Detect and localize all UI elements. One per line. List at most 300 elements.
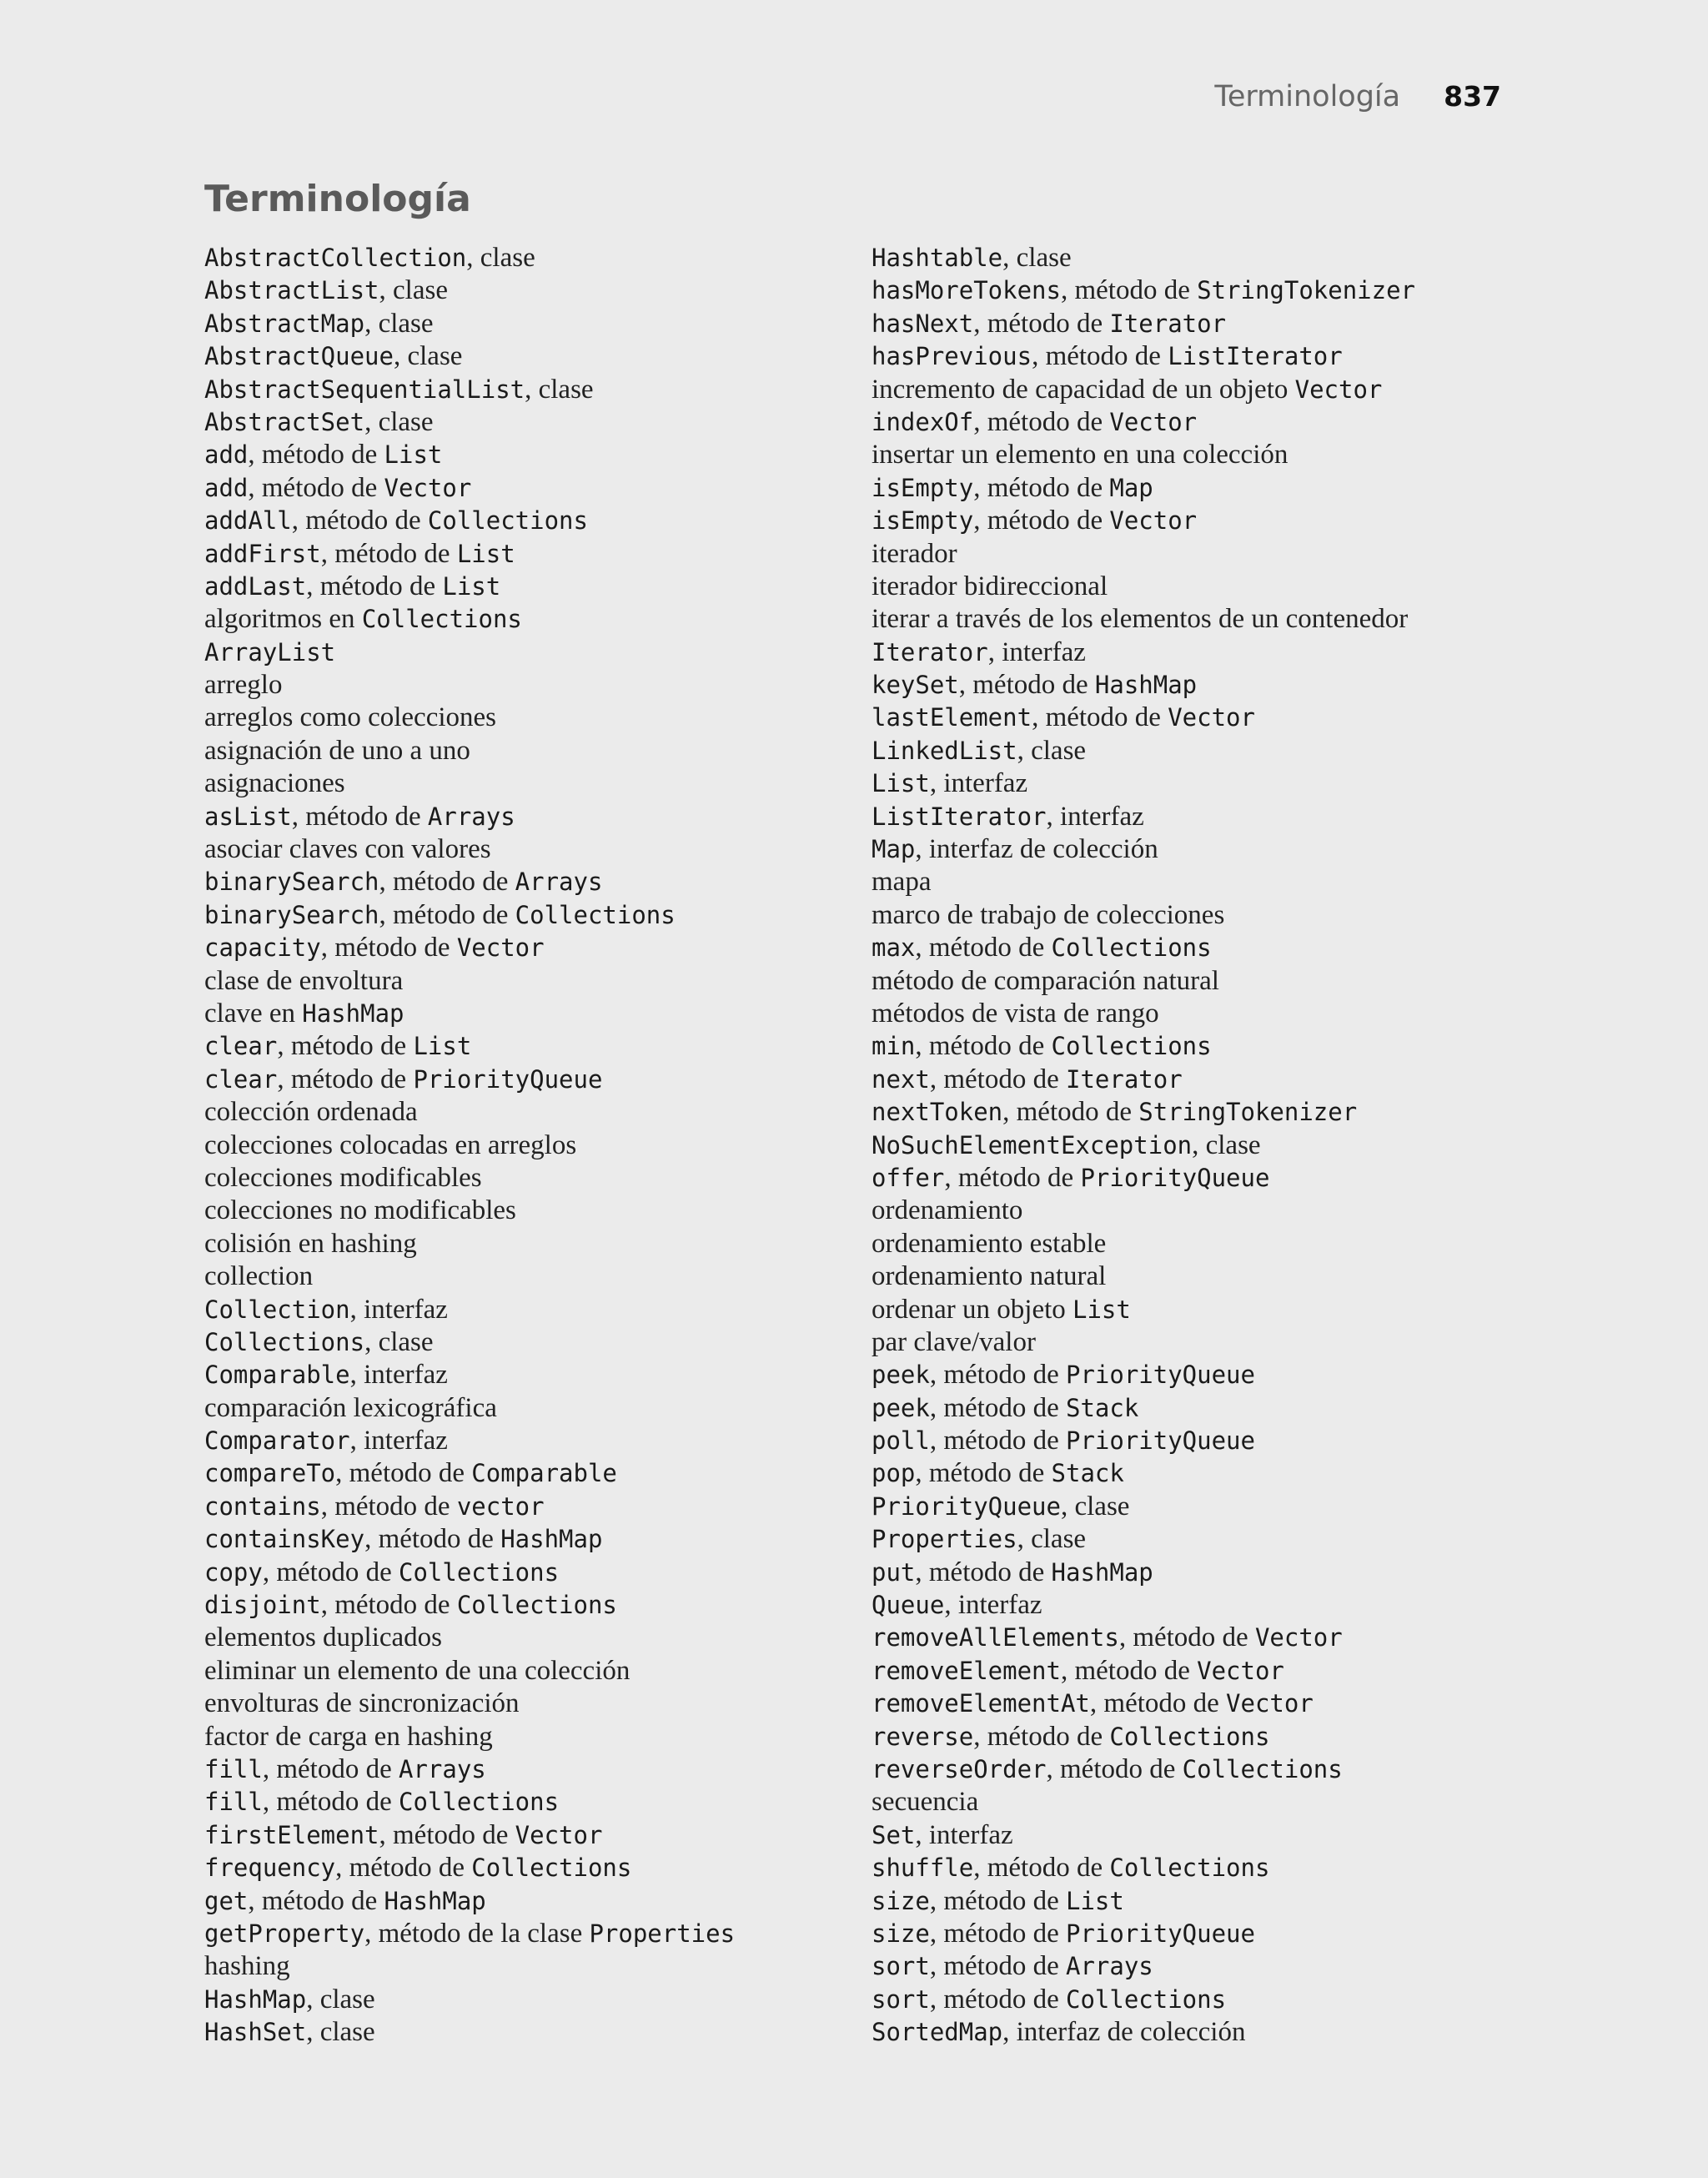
code-term: nextToken [872, 1098, 1003, 1127]
term-entry [204, 1425, 735, 1457]
term-entry [204, 406, 735, 439]
term-entry [204, 538, 735, 571]
term-text: , método de [929, 1885, 1066, 1916]
term-entry [872, 603, 1415, 636]
code-term: Arrays [1065, 1952, 1153, 1981]
code-term: addFirst [204, 539, 321, 568]
code-term: reverse [872, 1722, 974, 1751]
code-term: peek [872, 1361, 930, 1390]
term-text: iterar a través de los elementos de un contenedor [872, 604, 1409, 635]
term-text: , clase [364, 308, 434, 339]
term-text: , interfaz [987, 636, 1086, 667]
code-term: Iterator [872, 637, 988, 666]
code-term: SortedMap [872, 2018, 1003, 2047]
term-entry [872, 406, 1415, 439]
term-entry [204, 1064, 735, 1096]
term-text: marco de trabajo de colecciones [872, 899, 1225, 930]
term-entry [872, 1129, 1415, 1162]
term-entry [872, 1457, 1415, 1490]
term-text: , clase [525, 374, 594, 405]
term-text: iterador bidireccional [872, 571, 1108, 601]
code-term: PriorityQueue [413, 1064, 603, 1094]
term-entry [204, 1655, 735, 1688]
term-entry [204, 1096, 735, 1129]
code-term: Properties [589, 1919, 736, 1948]
term-entry [204, 439, 735, 471]
term-entry [872, 1359, 1415, 1391]
term-entry [872, 274, 1415, 307]
term-text: , clase [306, 1984, 375, 2015]
code-term: poll [872, 1426, 930, 1456]
term-entry [872, 1786, 1415, 1818]
term-text: , método de [1046, 1753, 1183, 1784]
term-text: , método de [262, 1787, 399, 1818]
term-entry [204, 932, 735, 964]
term-entry [872, 1228, 1415, 1260]
term-text: eliminar un elemento de una colección [204, 1655, 630, 1686]
term-entry [872, 866, 1415, 898]
term-entry [872, 1589, 1415, 1622]
code-term: HashMap [384, 1886, 486, 1915]
term-entry [204, 767, 735, 800]
term-entry [872, 1425, 1415, 1457]
code-term: add [204, 440, 249, 470]
term-entry [872, 1655, 1415, 1688]
term-text: , método de [1032, 702, 1168, 733]
term-entry [204, 1786, 735, 1818]
term-text: , método de [379, 899, 515, 930]
code-term: Queue [872, 1591, 945, 1620]
term-text: mapa [872, 867, 932, 898]
code-term: ListIterator [1168, 342, 1343, 371]
code-term: hasNext [872, 309, 974, 338]
term-entry [204, 965, 735, 998]
term-entry [204, 1260, 735, 1293]
term-entry [872, 1622, 1415, 1654]
term-text: algoritmos en [204, 604, 362, 635]
code-term: sort [872, 1952, 930, 1981]
code-term: binarySearch [204, 868, 379, 897]
code-term: getProperty [204, 1919, 365, 1948]
code-term: Collections [1182, 1754, 1343, 1783]
term-entry [204, 801, 735, 833]
code-term: PriorityQueue [872, 1491, 1061, 1521]
term-entry [204, 636, 735, 669]
term-text: colecciones colocadas en arreglos [204, 1129, 577, 1160]
code-term: AbstractMap [204, 309, 365, 338]
term-entry [204, 1721, 735, 1753]
code-term: Vector [1294, 375, 1383, 404]
code-term: NoSuchElementException [872, 1130, 1193, 1159]
term-text: , método de [973, 1721, 1110, 1752]
code-term: contains [204, 1491, 321, 1521]
code-term: addLast [204, 571, 307, 601]
code-term: clear [204, 1064, 278, 1094]
term-entry [204, 603, 735, 636]
term-text: secuencia [872, 1787, 979, 1818]
code-term: ArrayList [204, 637, 336, 666]
term-entry [872, 1491, 1415, 1523]
term-text: método de comparación natural [872, 965, 1219, 996]
code-term: HashMap [1094, 671, 1198, 700]
code-term: Collections [471, 1854, 632, 1883]
term-entry [872, 374, 1415, 406]
term-entry [204, 1918, 735, 1950]
code-term: firstElement [204, 1820, 379, 1849]
code-term: Vector [1254, 1623, 1343, 1652]
term-entry [872, 1753, 1415, 1786]
code-term: compareTo [204, 1459, 336, 1488]
term-entry [204, 1162, 735, 1195]
term-text: , método de [929, 1918, 1066, 1949]
code-term: Arrays [427, 802, 515, 831]
term-text: , interfaz [944, 1590, 1042, 1621]
term-text: ordenar un objeto [872, 1294, 1073, 1325]
code-term: List [413, 1032, 472, 1061]
code-term: LinkedList [872, 736, 1017, 765]
term-entry [872, 505, 1415, 537]
code-term: clear [204, 1032, 278, 1061]
term-entry [872, 702, 1415, 734]
term-entry [872, 899, 1415, 932]
term-entry [204, 571, 735, 603]
code-term: StringTokenizer [1138, 1098, 1358, 1127]
code-term: removeElementAt [872, 1689, 1090, 1718]
term-text: , método de [262, 1557, 399, 1587]
term-entry [872, 1557, 1415, 1589]
term-text: , método de [379, 867, 515, 898]
term-entry [872, 833, 1415, 866]
code-term: AbstractQueue [204, 342, 394, 371]
term-entry [204, 1294, 735, 1326]
code-term: sort [872, 1984, 930, 2014]
term-entry [872, 767, 1415, 800]
term-text: , clase [1192, 1129, 1261, 1160]
term-text: , interfaz de colección [915, 834, 1158, 865]
term-text: , clase [1060, 1491, 1130, 1522]
term-text: , método de [929, 1426, 1066, 1456]
term-text: , método de [277, 1064, 414, 1094]
code-term: PriorityQueue [1065, 1919, 1255, 1948]
term-entry [204, 1622, 735, 1654]
term-entry [204, 833, 735, 866]
term-entry [872, 439, 1415, 471]
term-text: , clase [364, 406, 434, 437]
term-text: , interfaz [1046, 801, 1144, 832]
code-term: keySet [872, 671, 959, 700]
code-term: reverseOrder [872, 1754, 1047, 1783]
term-entry [204, 1228, 735, 1260]
term-entry [872, 1096, 1415, 1129]
code-term: PriorityQueue [1080, 1163, 1270, 1192]
code-term: frequency [204, 1854, 336, 1883]
term-text: , clase [379, 275, 448, 306]
code-term: hasMoreTokens [872, 276, 1061, 305]
term-text: , clase [466, 243, 535, 273]
term-entry [872, 1260, 1415, 1293]
term-entry [204, 340, 735, 373]
code-term: containsKey [204, 1525, 365, 1554]
term-entry [872, 1523, 1415, 1556]
code-term: Map [872, 835, 916, 864]
code-term: Comparable [204, 1361, 350, 1390]
code-term: Collection [204, 1295, 350, 1324]
term-entry [872, 571, 1415, 603]
term-entry [204, 1688, 735, 1720]
code-term: AbstractCollection [204, 244, 467, 272]
code-term: Collections [398, 1788, 560, 1817]
term-entry [872, 1294, 1415, 1326]
code-term: Collections [515, 900, 676, 929]
term-text: ordenamiento estable [872, 1228, 1107, 1259]
code-term: Collections [1109, 1854, 1270, 1883]
code-term: removeElement [872, 1656, 1061, 1685]
code-term: Collections [1051, 1032, 1212, 1061]
code-term: fill [204, 1754, 263, 1783]
term-text: , clase [1017, 1524, 1087, 1555]
term-entry [204, 308, 735, 340]
code-term: size [872, 1886, 930, 1915]
code-term: get [204, 1886, 249, 1915]
term-text: clave en [204, 998, 303, 1029]
term-entry [872, 340, 1415, 373]
term-text: , método de [1060, 1655, 1198, 1686]
term-text: hashing [204, 1951, 290, 1982]
term-entry [204, 1129, 735, 1162]
term-text: , interfaz [349, 1294, 448, 1325]
term-text: , método de [277, 1031, 414, 1062]
term-entry [204, 472, 735, 505]
term-text: ordenamiento natural [872, 1261, 1107, 1292]
code-term: Vector [1109, 506, 1198, 536]
term-entry [872, 1819, 1415, 1852]
code-term: AbstractSequentialList [204, 375, 525, 404]
term-text: , método de [915, 1557, 1052, 1587]
code-term: ListIterator [872, 802, 1047, 831]
term-text: , método de [973, 472, 1110, 503]
code-term: Vector [456, 933, 545, 963]
code-term: List [872, 769, 930, 798]
code-term: capacity [204, 933, 321, 963]
code-term: PriorityQueue [1065, 1361, 1255, 1390]
term-text: , método de [335, 1853, 472, 1884]
code-term: Stack [1065, 1393, 1139, 1422]
term-text: , método de [1060, 275, 1198, 306]
term-entry [872, 538, 1415, 571]
term-entry [872, 1885, 1415, 1918]
term-text: colección ordenada [204, 1097, 418, 1128]
term-entry [204, 1950, 735, 1983]
code-term: Comparator [204, 1426, 350, 1456]
code-term: Set [872, 1820, 916, 1849]
code-term: Collections [456, 1591, 617, 1620]
term-entry [872, 1918, 1415, 1950]
code-term: Arrays [398, 1754, 486, 1783]
code-term: Collections [1065, 1984, 1227, 2014]
code-term: List [442, 571, 501, 601]
section-title: Terminología [204, 178, 471, 220]
term-entry [204, 1195, 735, 1227]
code-term: Stack [1051, 1459, 1124, 1488]
term-text: collection [204, 1261, 314, 1292]
code-term: next [872, 1064, 930, 1094]
terms-left-column [204, 242, 735, 2049]
code-term: shuffle [872, 1854, 974, 1883]
code-term: Properties [872, 1525, 1017, 1554]
term-text: , método de [929, 1392, 1066, 1423]
term-entry [872, 242, 1415, 274]
term-text: , método de [1089, 1688, 1227, 1719]
term-entry [204, 899, 735, 932]
term-text: factor de carga en hashing [204, 1721, 493, 1752]
term-text: , método de [306, 571, 443, 601]
code-term: offer [872, 1163, 945, 1192]
term-entry [204, 735, 735, 767]
code-term: asList [204, 802, 292, 831]
term-text: , método de [291, 506, 428, 536]
term-text: , interfaz [349, 1426, 448, 1456]
code-term: isEmpty [872, 506, 974, 536]
term-text: arreglo [204, 670, 283, 701]
term-text: comparación lexicográfica [204, 1392, 497, 1423]
term-text: clase de envoltura [204, 965, 404, 996]
term-entry [204, 242, 735, 274]
term-text: elementos duplicados [204, 1622, 443, 1653]
term-text: , método de [248, 440, 384, 470]
code-term: removeAllElements [872, 1623, 1119, 1652]
term-entry [204, 702, 735, 734]
term-entry [872, 2016, 1415, 2049]
term-text: métodos de vista de rango [872, 998, 1159, 1029]
code-term: List [456, 539, 515, 568]
term-entry [872, 998, 1415, 1030]
term-text: colisión en hashing [204, 1228, 417, 1259]
code-term: Map [1109, 473, 1153, 502]
term-entry [872, 1162, 1415, 1195]
term-text: , método de [248, 472, 384, 503]
code-term: HashMap [500, 1525, 603, 1554]
term-text: , método de [335, 1458, 472, 1489]
code-term: isEmpty [872, 473, 974, 502]
term-entry [204, 1523, 735, 1556]
term-text: , clase [393, 341, 463, 372]
term-entry [204, 1885, 735, 1918]
term-entry [204, 1392, 735, 1425]
code-term: Vector [1168, 703, 1255, 732]
term-text: , método de [1002, 1097, 1139, 1128]
code-term: add [204, 473, 249, 502]
term-entry [204, 1753, 735, 1786]
term-text: ordenamiento [872, 1195, 1023, 1226]
term-entry [872, 669, 1415, 702]
code-term: Collections [361, 605, 522, 634]
term-text: , método de [929, 1984, 1066, 2015]
code-term: pop [872, 1459, 916, 1488]
code-term: HashSet [204, 2018, 307, 2047]
term-entry [204, 1852, 735, 1884]
code-term: Vector [1109, 407, 1198, 436]
running-title: Terminología [1214, 80, 1401, 113]
term-text: par clave/valor [872, 1326, 1036, 1357]
term-text: colecciones no modificables [204, 1195, 516, 1226]
term-text: , método de [929, 1360, 1066, 1391]
term-entry [872, 1721, 1415, 1753]
term-entry [204, 866, 735, 898]
term-text: , clase [1017, 735, 1087, 766]
term-text: insertar un elemento en una colección [872, 440, 1289, 470]
term-entry [872, 1195, 1415, 1227]
term-text: , método de [379, 1819, 515, 1850]
code-term: HashMap [302, 998, 404, 1028]
code-term: Collections [427, 506, 588, 536]
code-term: AbstractList [204, 276, 379, 305]
code-term: Vector [515, 1820, 603, 1849]
term-entry [204, 1457, 735, 1490]
term-entry [872, 1030, 1415, 1063]
code-term: HashMap [204, 1984, 307, 2014]
term-entry [872, 636, 1415, 669]
term-text: , método de [1032, 341, 1168, 372]
term-text: , método de [915, 1031, 1052, 1062]
term-text: iterador [872, 538, 957, 569]
term-text: , método de [1118, 1622, 1255, 1653]
code-term: List [1065, 1886, 1124, 1915]
code-term: addAll [204, 506, 292, 536]
term-entry [204, 374, 735, 406]
term-text: envolturas de sincronización [204, 1688, 520, 1719]
term-text: colecciones modificables [204, 1162, 482, 1193]
term-text: , método de [320, 1590, 457, 1621]
code-term: hasPrevious [872, 342, 1032, 371]
term-text: incremento de capacidad de un objeto [872, 374, 1295, 405]
term-entry [872, 1392, 1415, 1425]
term-entry [204, 1359, 735, 1391]
term-text: , método de [320, 1491, 457, 1522]
code-term: Collections [204, 1327, 365, 1356]
term-text: asignaciones [204, 768, 345, 799]
term-text: , método de [320, 933, 457, 963]
code-term: binarySearch [204, 900, 379, 929]
term-entry [204, 2016, 735, 2049]
term-text: arreglos como colecciones [204, 702, 497, 733]
code-term: Arrays [515, 868, 603, 897]
term-entry [204, 1326, 735, 1359]
term-entry [872, 801, 1415, 833]
term-text: , clase [306, 2017, 375, 2048]
code-term: fill [204, 1788, 263, 1817]
term-entry [204, 1589, 735, 1622]
term-text: , método de [262, 1753, 399, 1784]
term-text: , método de [320, 538, 457, 569]
term-entry [204, 1557, 735, 1589]
code-term: vector [456, 1491, 545, 1521]
term-text: , método de [973, 406, 1110, 437]
code-term: List [1073, 1295, 1131, 1324]
code-term: lastElement [872, 703, 1032, 732]
term-entry [872, 1950, 1415, 1983]
term-text: , método de [929, 1064, 1066, 1094]
code-term: copy [204, 1557, 263, 1587]
term-entry [872, 1688, 1415, 1720]
term-text: , interfaz de colección [1002, 2017, 1246, 2048]
code-term: Collections [1051, 933, 1212, 963]
term-text: , método de [973, 506, 1110, 536]
term-text: , método de [944, 1162, 1081, 1193]
code-term: AbstractSet [204, 407, 365, 436]
code-term: Iterator [1065, 1064, 1183, 1094]
code-term: PriorityQueue [1065, 1426, 1255, 1456]
code-term: disjoint [204, 1591, 321, 1620]
